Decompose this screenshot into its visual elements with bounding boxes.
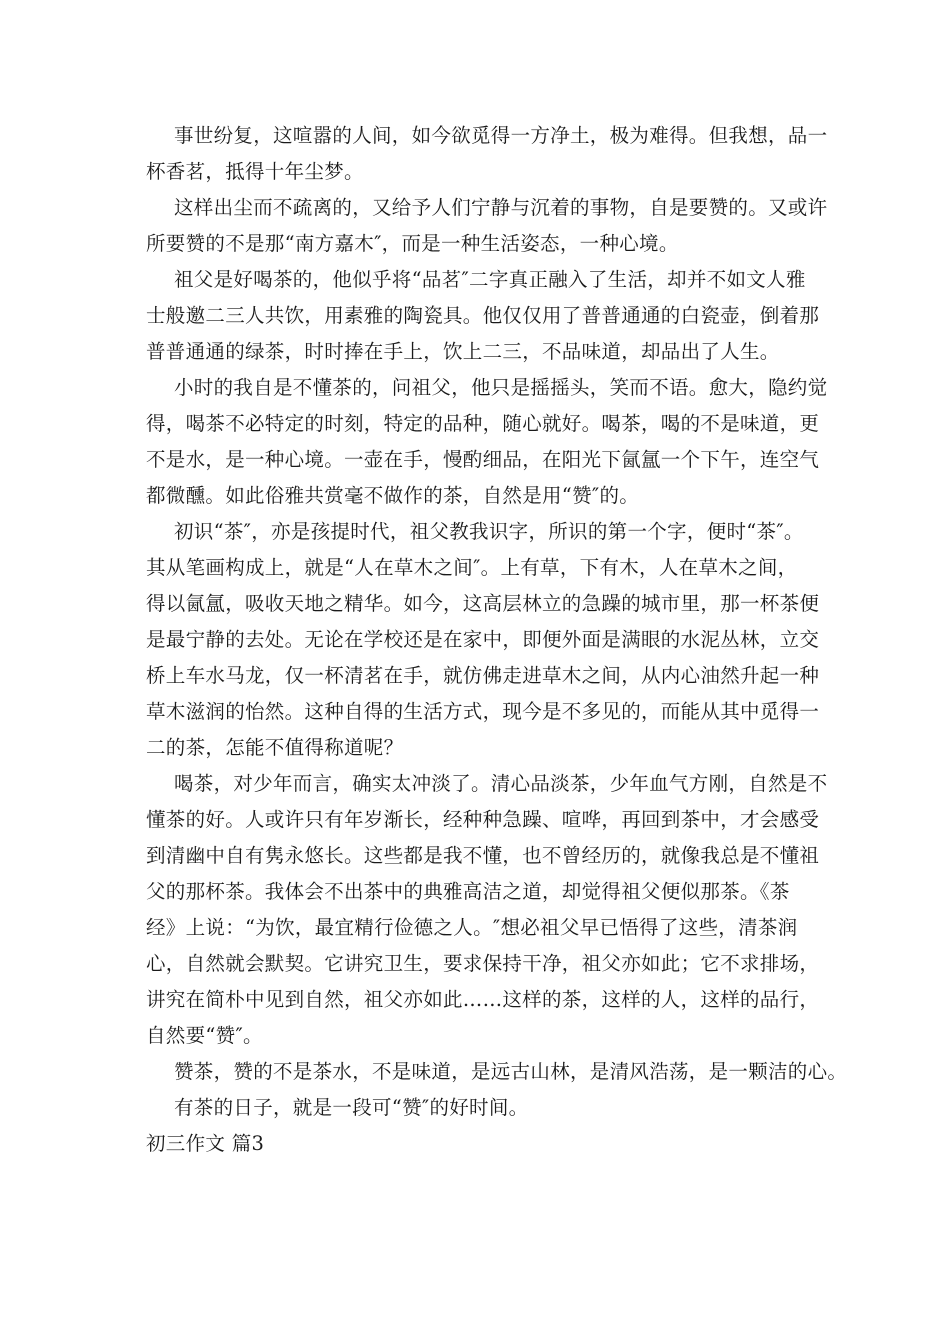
text-line: 到清幽中自有隽永悠长。这些都是我不懂，也不曾经历的，就像我总是不懂祖 [146,844,820,867]
text-line: 所要赞的不是那“南方嘉木″，而是一种生活姿态，一种心境。 [146,232,679,255]
text-line: 不是水，是一种心境。一壶在手，慢酌细品，在阳光下氤氲一个下午，连空气 [146,448,820,471]
text-line: 喝茶，对少年而言，确实太冲淡了。清心品淡茶，少年血气方刚，自然是不 [174,772,828,795]
text-line: 小时的我自是不懂茶的，问祖父，他只是摇摇头，笑而不语。愈大，隐约觉 [174,376,828,399]
document-page [146,118,848,1162]
text-line: 祖父是好喝茶的，他似乎将“品茗″二字真正融入了生活，却并不如文人雅 [174,268,806,291]
text-line: 这样出尘而不疏离的，又给予人们宁静与沉着的事物，自是要赞的。又或许 [174,196,828,219]
text-line: 杯香茗，抵得十年尘梦。 [146,160,364,183]
text-line: 有茶的日子，就是一段可“赞″的好时间。 [174,1096,529,1119]
text-line: 讲究在简朴中见到自然，祖父亦如此……这样的茶，这样的人，这样的品行， [146,988,820,1011]
text-line: 得以氤氲，吸收天地之精华。如今，这高层林立的急躁的城市里，那一杯茶便 [146,592,820,615]
text-line: 都微醺。如此俗雅共赏毫不做作的茶，自然是用“赞″的。 [146,484,640,507]
text-line: 桥上车水马龙，仅一杯清茗在手，就仿佛走进草木之间，从内心油然升起一种 [146,664,820,687]
text-line: 初识“茶″，亦是孩提时代，祖父教我识字，所识的第一个字，便时“茶″。 [174,520,804,543]
text-line: 普普通通的绿茶，时时捧在手上，饮上二三，不品味道，却品出了人生。 [146,340,780,363]
text-line: 得，喝茶不必特定的时刻，特定的品种，随心就好。喝茶，喝的不是味道，更 [146,412,820,435]
text-line: 是最宁静的去处。无论在学校还是在家中，即便外面是满眼的水泥丛林，立交 [146,628,820,651]
text-line: 士般邀二三人共饮，用素雅的陶瓷具。他仅仅用了普普通通的白瓷壶，倒着那 [146,304,820,327]
text-line: 二的茶，怎能不值得称道呢？ [146,736,404,759]
text-line: 经》上说：“为饮，最宜精行俭德之人。″想必祖父早已悟得了这些，清茶润 [146,916,798,939]
text-line: 自然要“赞″。 [146,1024,263,1047]
section-heading: 初三作文 篇3 [146,1132,265,1155]
text-line: 草木滋润的怡然。这种自得的生活方式，现今是不多见的，而能从其中觅得一 [146,700,820,723]
text-line: 懂茶的好。人或许只有年岁渐长，经种种急躁、喧哗，再回到茶中，才会感受 [146,808,820,831]
text-line: 心，自然就会默契。它讲究卫生，要求保持干净，祖父亦如此；它不求排场， [146,952,820,975]
text-line: 赞茶，赞的不是茶水，不是味道，是远古山林，是清风浩荡，是一颗洁的心。 [174,1060,848,1083]
document-body [146,118,848,1126]
text-line: 事世纷复，这喧嚣的人间，如今欲觅得一方净土，极为难得。但我想，品一 [174,124,828,147]
text-line: 其从笔画构成上，就是“人在草木之间″。上有草，下有木，人在草木之间， [146,556,798,579]
text-line: 父的那杯茶。我体会不出茶中的典雅高洁之道，却觉得祖父便似那茶。《茶 [146,880,790,903]
